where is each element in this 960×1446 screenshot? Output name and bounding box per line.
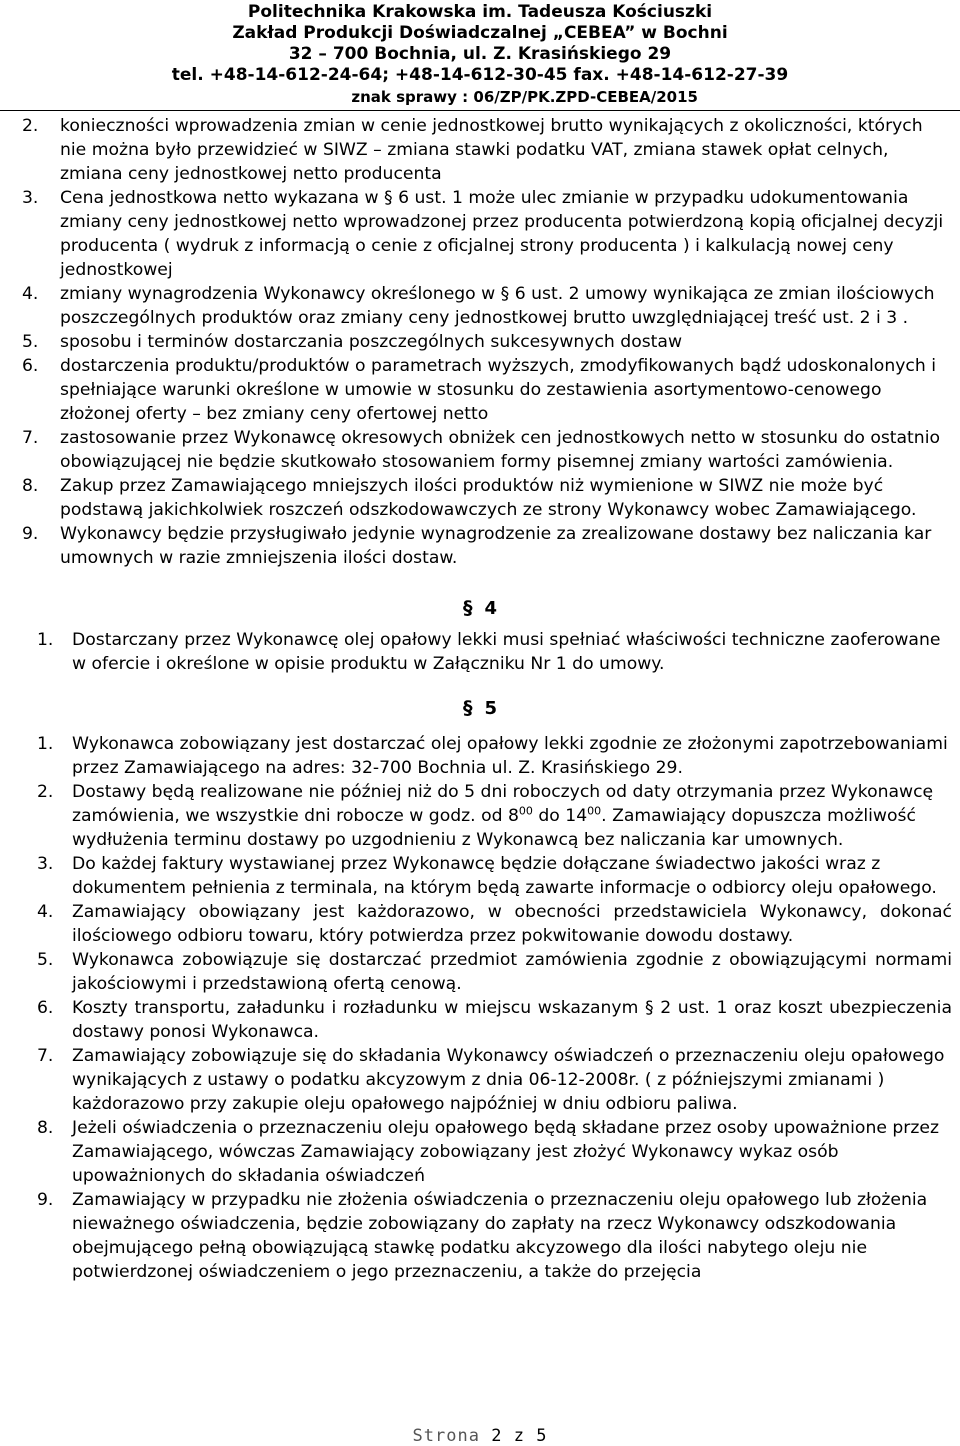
item-number: 6. bbox=[22, 356, 39, 376]
document-header bbox=[0, 2, 960, 108]
item-number: 4. bbox=[37, 902, 54, 922]
item-text: Do każdej faktury wystawianej przez Wykonawcę będzie dołączane świadectwo jakości wraz z dokumentem pełnienia z terminala, na którym będą zawarte informacje o odbiorcy oleju opałowego. bbox=[72, 854, 937, 898]
header-divider bbox=[0, 110, 960, 111]
item-number: 1. bbox=[37, 734, 54, 754]
list-item bbox=[0, 354, 960, 426]
list-item bbox=[0, 426, 960, 474]
list-item bbox=[0, 282, 960, 330]
item-text-part: . Zamawiający dopuszcza możliwość wydłużenia terminu dostawy po uzgodnieniu z Wykonawcą bez naliczania kar umownych. bbox=[72, 806, 916, 850]
item-number: 3. bbox=[37, 854, 54, 874]
header-case-number: znak sprawy : 06/ZP/PK.ZPD-CEBEA/2015 bbox=[351, 88, 698, 106]
footer-total-pages: 5 bbox=[536, 1426, 548, 1446]
paragraph-symbol: § bbox=[462, 597, 473, 619]
paragraph-symbol: § bbox=[462, 697, 473, 719]
item-number: 6. bbox=[37, 998, 54, 1018]
list-item bbox=[0, 948, 960, 996]
item-text: Wykonawca zobowiązuje się dostarczać przedmiot zamówienia zgodnie z obowiązującymi normami jakościowymi i przedstawioną ofertą cenową. bbox=[72, 950, 952, 994]
list-item bbox=[0, 996, 960, 1044]
item-number: 8. bbox=[22, 476, 39, 496]
footer-page-number: 2 bbox=[491, 1426, 503, 1446]
item-text: sposobu i terminów dostarczania poszczególnych sukcesywnych dostaw bbox=[60, 332, 682, 352]
item-text: konieczności wprowadzenia zmian w cenie jednostkowej brutto wynikających z okoliczności, których nie można było przewidzieć w SIWZ – zmiana stawki podatku VAT, zmiana stawek opłat celnych, zmiana ceny jednostkowej netto producenta bbox=[60, 116, 923, 184]
section4-heading bbox=[0, 596, 960, 621]
header-address: 32 – 700 Bochnia, ul. Z. Krasińskiego 29 bbox=[288, 44, 672, 64]
document-body bbox=[0, 114, 960, 1284]
section4-heading-wrap bbox=[0, 570, 960, 628]
list-item bbox=[0, 1188, 960, 1284]
list-item bbox=[0, 474, 960, 522]
item-text: Zamawiający obowiązany jest każdorazowo, w obecności przedstawiciela Wykonawcy, dokonać ilościowego odbioru towaru, który potwierdza przez pokwitowanie dowodu dostawy. bbox=[72, 902, 952, 946]
item-text: Cena jednostkowa netto wykazana w § 6 ust. 1 może ulec zmianie w przypadku udokumentowania zmiany ceny jednostkowej netto wprowadzonej przez producenta potwierdzoną kopią oficjalnej decyzji producenta ( wydruk z informacją o cenie z oficjalnej strony producenta ) i kalkulacją nowej ceny jednostkowej bbox=[60, 188, 944, 280]
section-number: 4 bbox=[484, 598, 498, 619]
list-item bbox=[0, 852, 960, 900]
superscript-minutes: 00 bbox=[587, 804, 602, 818]
item-number: 5. bbox=[22, 332, 39, 352]
item-number: 9. bbox=[22, 524, 39, 544]
item-text: Koszty transportu, załadunku i rozładunku w miejscu wskazanym § 2 ust. 1 oraz koszt ubezpieczenia dostawy ponosi Wykonawca. bbox=[72, 998, 952, 1042]
item-number: 3. bbox=[22, 188, 39, 208]
item-text: Zamawiający w przypadku nie złożenia oświadczenia o przeznaczeniu oleju opałowego lub złożenia nieważnego oświadczenia, będzie zobowiązany do zapłaty na rzecz Wykonawcy odszkodowania obejmującego pełną obowiązującą stawkę podatku akcyzowego dla ilości nabytego oleju nie potwierdzonej oświadczeniem o jego przeznaczeniu, a także do przejęcia bbox=[72, 1190, 928, 1282]
item-text: Zamawiający zobowiązuje się do składania Wykonawcy oświadczeń o przeznaczeniu oleju opałowego wynikających z ustawy o podatku akcyzowym z dnia 06-12-2008r. ( z późniejszymi zmianami ) każdorazowo przy zakupie oleju opałowego najpóźniej w dniu odbioru paliwa. bbox=[72, 1046, 945, 1114]
list-item bbox=[0, 330, 960, 354]
list-item bbox=[0, 732, 960, 780]
header-unit: Zakład Produkcji Doświadczalnej „CEBEA” w Bochni bbox=[232, 23, 728, 43]
item-text: dostarczenia produktu/produktów o parametrach wyższych, zmodyfikowanych bądź udoskonalonych i spełniające warunki określone w umowie w stosunku do zestawienia asortymentowo-cenowego złożonej oferty – bez zmiany ceny ofertowej netto bbox=[60, 356, 936, 424]
list-item bbox=[0, 114, 960, 186]
footer-separator: z bbox=[513, 1426, 525, 1446]
page-footer bbox=[0, 1426, 960, 1446]
list-item bbox=[0, 628, 960, 676]
item-text: Zakup przez Zamawiającego mniejszych ilości produktów niż wymienione w SIWZ nie może być podstawą jakichkolwiek roszczeń odszkodowawczych ze strony Wykonawcy wobec Zamawiającego. bbox=[60, 476, 917, 520]
item-number: 2. bbox=[37, 782, 54, 802]
header-institution: Politechnika Krakowska im. Tadeusza Kościuszki bbox=[247, 2, 713, 22]
item-text: zastosowanie przez Wykonawcę okresowych obniżek cen jednostkowych netto w stosunku do ostatnio obowiązującej nie będzie skutkowało stosowaniem formy pisemnej zmiany wartości zamówienia. bbox=[60, 428, 940, 472]
list-item bbox=[0, 1116, 960, 1188]
item-text: Wykonawcy będzie przysługiwało jedynie wynagrodzenie za zrealizowane dostawy bez naliczania kar umownych w razie zmniejszenia ilości dostaw. bbox=[60, 524, 932, 568]
section5-list bbox=[0, 732, 960, 1284]
item-text: Jeżeli oświadczenia o przeznaczeniu oleju opałowego będą składane przez osoby upoważnione przez Zamawiającego, wówczas Zamawiający zobowiązany jest złożyć Wykonawcy wykaz osób upoważnionych do składania oświadczeń bbox=[72, 1118, 939, 1186]
footer-prefix: Strona bbox=[412, 1426, 480, 1446]
list-item bbox=[0, 900, 960, 948]
item-number: 1. bbox=[37, 630, 54, 650]
item-number: 8. bbox=[37, 1118, 54, 1138]
header-phone: tel. +48-14-612-24-64; +48-14-612-30-45 fax. +48-14-612-27-39 bbox=[171, 65, 789, 85]
item-text-part: Dostawy będą realizowane nie później niż do 5 dni roboczych od daty otrzymania przez Wykonawcę zamówienia, we wszystkie dni robocze w godz. od 8 bbox=[72, 782, 934, 826]
section4-list bbox=[0, 628, 960, 676]
item-text-part: do 14 bbox=[532, 806, 588, 826]
list-item bbox=[0, 780, 960, 852]
list-item bbox=[0, 522, 960, 570]
item-text: zmiany wynagrodzenia Wykonawcy określonego w § 6 ust. 2 umowy wynikająca ze zmian ilościowych poszczególnych produktów oraz zmiany ceny jednostkowej brutto uwzględniającej treść ust. 2 i 3 . bbox=[60, 284, 935, 328]
item-number: 5. bbox=[37, 950, 54, 970]
superscript-minutes: 00 bbox=[518, 804, 533, 818]
list-item bbox=[0, 1044, 960, 1116]
section5-heading bbox=[0, 696, 960, 721]
section3-list bbox=[0, 114, 960, 570]
item-number: 2. bbox=[22, 116, 39, 136]
item-number: 4. bbox=[22, 284, 39, 304]
item-text: Dostarczany przez Wykonawcę olej opałowy lekki musi spełniać właściwości techniczne zaoferowane w ofercie i określone w opisie produktu w Załączniku Nr 1 do umowy. bbox=[72, 630, 941, 674]
section5-heading-wrap bbox=[0, 676, 960, 732]
item-number: 7. bbox=[37, 1046, 54, 1066]
item-number: 9. bbox=[37, 1190, 54, 1210]
item-number: 7. bbox=[22, 428, 39, 448]
section-number: 5 bbox=[484, 698, 498, 719]
item-text: Wykonawca zobowiązany jest dostarczać olej opałowy lekki zgodnie ze złożonymi zapotrzebowaniami przez Zamawiającego na adres: 32-700 Bochnia ul. Z. Krasińskiego 29. bbox=[72, 734, 948, 778]
list-item bbox=[0, 186, 960, 282]
